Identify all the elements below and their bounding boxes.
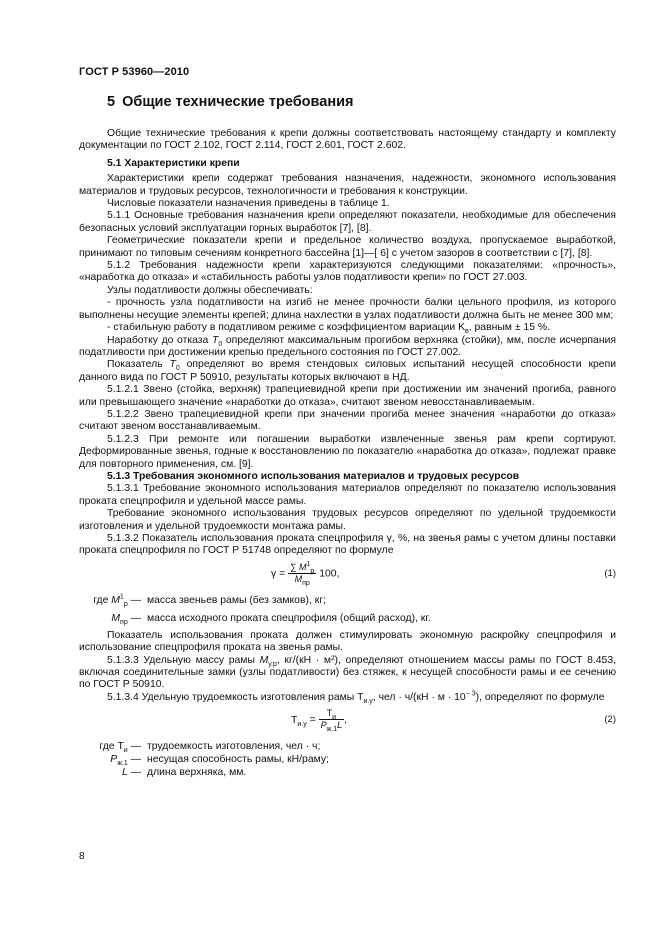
paragraph: 5.1.2 Требования надежности крепи характеризуются следующими показателями: «прочность», «наработка до отказа» и «стабильность работы узлов податливости крепи» по ГОСТ 27.003. [79, 260, 616, 284]
where-list-2 [79, 740, 616, 779]
formula-1 [79, 560, 616, 594]
formula-2-lhs: $Т_{и.у}$ [291, 714, 307, 728]
where-item: $M_{пр}$ — масса исходного проката спецпрофиля (общий расход), кг. [111, 612, 431, 626]
paragraph: 5.1.2.1 Звено (стойка, верхняк) трапециевидной крепи при достижении им значений прогиба, равного или превышающего значение «наработки до отказа», считают звеном невосстанавливаемым. [79, 384, 616, 408]
where-item: где $Т_и$ — трудоемкость изготовления, чел · ч; [99, 741, 321, 755]
formula-2: $Т_{и.у}$ = $\frac{Т_и}{P_{ж.1}L}$ , (2) [291, 708, 616, 734]
paragraph: Наработку до отказа $T_0$ определяют максимальным прогибом верхняка (стойки), мм, после исчерпания податливости при достижении крепью предельного состояния по ГОСТ 27.002. [79, 334, 616, 358]
paragraph: Характеристики крепи содержат требования назначения, надежности, экономного использования материалов и трудовых ресурсов, технологичности и требования к конструкции. [79, 173, 616, 197]
equation-number: (1) [604, 567, 616, 579]
section-heading: Общие технические требования [122, 94, 354, 110]
paragraph: Геометрические показатели крепи и предельное количество воздуха, пропускаемое выработкой, принимают по типовым сечениям конкретного бассейна [1]—[ 6] с учетом зазоров в соответствии с [7], [8]. [79, 235, 616, 259]
paragraph: 5.1.2.2 Звено трапециевидной крепи при значении прогиба менее значения «наработки до отказа» считают звеном восстанавливаемым. [79, 408, 616, 433]
page-number: 8 [79, 851, 85, 862]
where-item: где $M^1_р$ — масса звеньев рамы (без замков), кг; [93, 593, 326, 608]
section-number: 5 [107, 94, 116, 110]
subsection-heading: 5.1 Характеристики крепи [107, 157, 240, 169]
section-title [107, 94, 353, 110]
formula-1-lhs: γ = [271, 568, 286, 580]
subsection-heading: 5.1.3 Требования экономного использования материалов и трудовых ресурсов [107, 470, 520, 482]
paragraph: Показатель $T_0$ определяют во время стендовых силовых испытаний несущей способности крепи данного вида по ГОСТ Р 50910, результаты которых включают в НД. [79, 359, 617, 383]
paragraph: Общие технические требования к крепи должны соответствовать настоящему стандарту и комплекту документации по ГОСТ 2.102, ГОСТ 2.114, ГОСТ 2.601, ГОСТ 2.602. [79, 128, 616, 152]
formula-1-fraction: $\frac{\sum M^1_р}{M_{пр}}$ [290, 560, 315, 587]
formula-1-tail: 100, [319, 568, 340, 580]
document-header: ГОСТ Р 53960—2010 [79, 66, 190, 78]
equation-number: (2) [604, 714, 616, 726]
where-item: L — длина верхняка, мм. [121, 767, 247, 779]
paragraph: - стабильную работу в податливом режиме с коэффициентом вариации $K_в$, равным ± 15 %. [107, 322, 550, 336]
document-body [79, 128, 616, 779]
paragraph: 5.1.1 Основные требования назначения крепи определяют показатели, необходимые для обеспечения безопасных условий эксплуатации горных выработок [7], [8]. [79, 210, 616, 234]
where-list-1 [79, 594, 616, 625]
paragraph: 5.1.3.2 Показатель использования проката спецпрофиля γ, %, на звенья рамы с учетом длины поставки проката спецпрофиля по ГОСТ Р 51748 определяют по формуле [79, 533, 616, 557]
paragraph: Требование экономного использования трудовых ресурсов определяют по удельной трудоемкости изготовления и удельной трудоемкости монтажа рамы. [79, 508, 616, 532]
where-item: $P_{ж.1}$ — несущая способность рамы, кН/раму; [110, 754, 329, 768]
paragraph: 5.1.2.3 При ремонте или погашении выработки извлеченные звенья рам крепи сортируют. Деформированные звенья, годные к восстановлению по показателю «наработка до отказа», подлежат правке для повторного применения, см. [9]. [79, 433, 616, 470]
formula-2-fraction: $\frac{Т_и}{P_{ж.1}L}$ [320, 708, 343, 734]
paragraph: 5.1.3.4 Удельную трудоемкость изготовления рамы $Т_{и.у}$, чел · $ч/(кН \cdot м \cdot 10^{- 3})$, определяют по формуле [107, 690, 605, 705]
paragraph: 5.1.3.3 Удельную массу рамы $M_{у.р}$, кг/(кН · м²), определяют отношением массы рамы по ГОСТ 8.453, включая соединительные замки (узлы податливости) без стяжек, к несущей способности рамы и ее сечению по ГОСТ Р 50910. [79, 654, 616, 691]
paragraph: Узлы податливости должны обеспечивать: [107, 284, 313, 296]
paragraph: Показатель использования проката должен стимулировать экономную раскройку спецпрофиля и использование спецпрофиля проката на звенья рамы. [79, 629, 616, 654]
paragraph: Числовые показатели назначения приведены в таблице 1. [107, 198, 390, 210]
paragraph: 5.1.3.1 Требование экономного использования материалов определяют по показателю использования проката спецпрофиля и удельной массе рамы. [79, 483, 616, 507]
paragraph: - прочность узла податливости на изгиб не менее прочности балки цельного профиля, из которого выполнены несущие элементы крепей; длина нахлестки в узлах податливости должна быть не менее 300 мм; [79, 297, 616, 321]
